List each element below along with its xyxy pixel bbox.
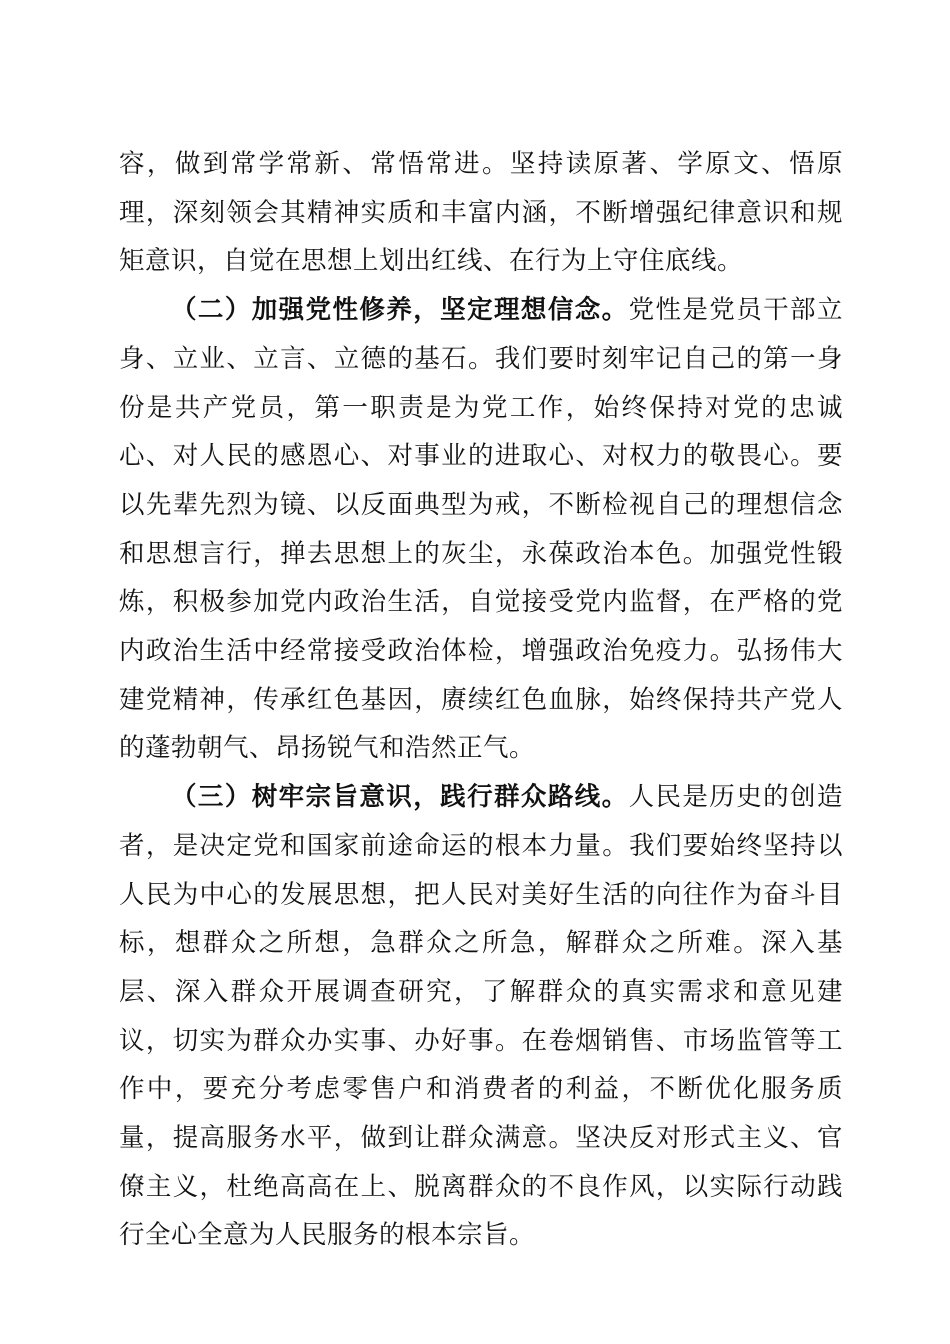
paragraph-text: 容，做到常学常新、常悟常进。坚持读原著、学原文、悟原理，深刻领会其精神实质和丰富内涵，不断增强纪律意识和规矩意识，自觉在思想上划出红线、在行为上守住底线。 [119, 149, 843, 277]
section-heading: （二）加强党性修养，坚定理想信念。 [171, 295, 629, 326]
paragraph-text: 人民是历史的创造者，是决定党和国家前途命运的根本力量。我们要始终坚持以人民为中心的发展思想，把人民对美好生活的向往作为奋斗目标，想群众之所想，急群众之所急，解群众之所难。深入基层、深入群众开展调查研究，了解群众的真实需求和意见建议，切实为群众办实事、办好事。在卷烟销售、市场监管等工作中，要充分考虑零售户和消费者的利益，不断优化服务质量，提高服务水平，做到让群众满意。坚决反对形式主义、官僚主义，杜绝高高在上、脱离群众的不良作风，以实际行动践行全心全意为人民服务的根本宗旨。 [119, 782, 843, 1251]
paragraph-continuation [119, 140, 843, 286]
paragraph-text: 党性是党员干部立身、立业、立言、立德的基石。我们要时刻牢记自己的第一身份是共产党员，第一职责是为党工作，始终保持对党的忠诚心、对人民的感恩心、对事业的进取心、对权力的敬畏心。要以先辈先烈为镜、以反面典型为戒，不断检视自己的理想信念和思想言行，掸去思想上的灰尘，永葆政治本色。加强党性锻炼，积极参加党内政治生活，自觉接受党内监督，在严格的党内政治生活中经常接受政治体检，增强政治免疫力。弘扬伟大建党精神，传承红色基因，赓续红色血脉，始终保持共产党人的蓬勃朝气、昂扬锐气和浩然正气。 [119, 295, 843, 764]
section-heading: （三）树牢宗旨意识，践行群众路线。 [171, 782, 629, 813]
document-body [119, 140, 843, 1260]
paragraph-section-3 [119, 773, 843, 1260]
paragraph-section-2 [119, 286, 843, 773]
